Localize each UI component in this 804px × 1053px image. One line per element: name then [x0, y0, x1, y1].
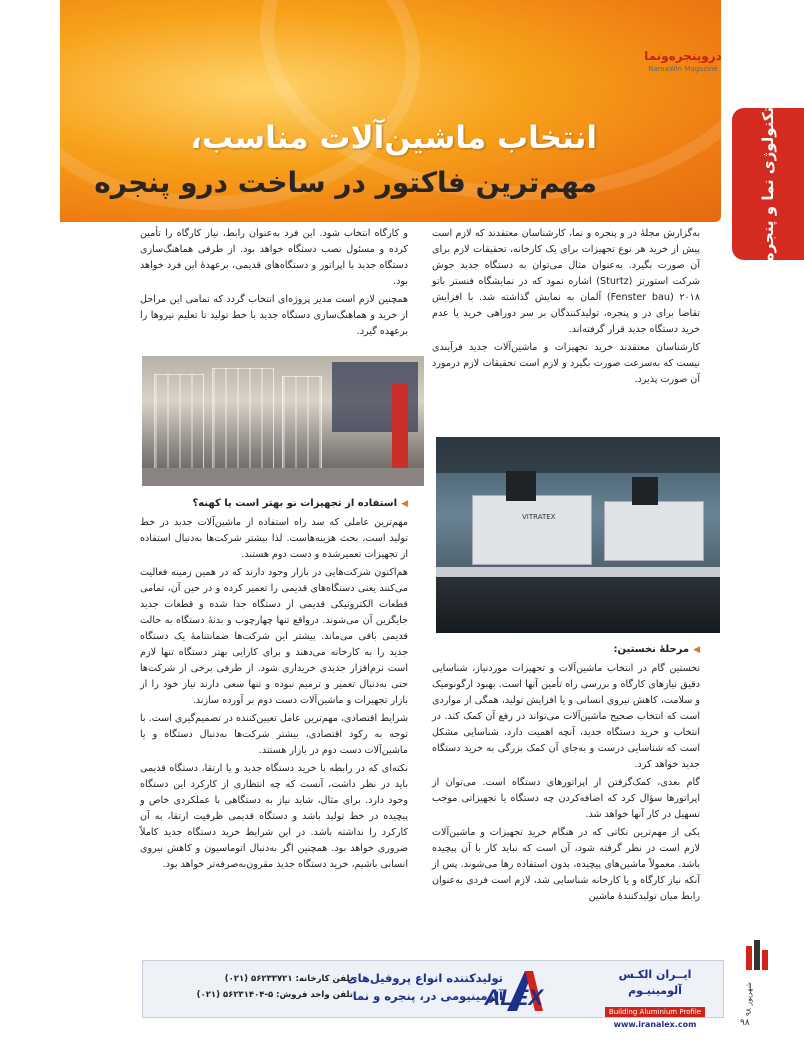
- machine-unit: [472, 495, 592, 565]
- alex-logo-text: ALEX: [484, 985, 543, 1010]
- machine-head: [506, 471, 536, 501]
- section-heading: [140, 496, 408, 512]
- brand-english: Building Aluminium Profile: [605, 1007, 705, 1017]
- brand-url: www.iranalex.com: [613, 1020, 697, 1029]
- glass-rack: [212, 368, 274, 478]
- article-paragraph: به‌گزارش مجلهٔ در و پنجره و نما، کارشناسان معتقدند که لازم است پیش از خرید هر نوع تجهیزات برای یک کارخانه، تحقیقات لازم برای آن صورت بگیرد. به‌عنوان مثال می‌توان به دستگاه جدید جوش شرکت استورتز (Sturtz) اشاره نمود که در نمایشگاه فنستر باتو ۲۰۱۸ (Fenster bau) آلمان به نمایش گذاشته شد. با افزایش تقاضا برای در و پنجره، تولیدکنندگان بر سر دوراهی خرید یا عدم خرید دستگاه جدید قرار گرفته‌اند.: [432, 228, 700, 335]
- side-tab-label: تکنولوژی نما و پنجره: [759, 106, 777, 262]
- logo-subtitle: NamaWin Magazine: [648, 65, 718, 73]
- article-paragraph: کارشناسان معتقدند خرید تجهیزات و ماشین‌آلات جدید فرآیندی نیست که به‌سرعت صورت بگیرد و لازم است تحقیقات لازم درمورد آن صورت پذیرد.: [432, 342, 700, 385]
- ad-tagline: تولیدکننده انواع پروفیل‌های آلومینیومی در، پنجره و نما: [347, 971, 503, 1003]
- phone-factory: تلفن کارخانه: ۵۶۲۳۳۷۲۱ (۰۲۱): [224, 974, 353, 984]
- article-paragraph: همچنین لازم است مدیر پروژه‌ای انتخاب گردد که تمامی این مراحل از خرید و هماهنگ‌سازی دستگاه جدید با خط تولید تا تعلیم نیروها را برعهده گیرد.: [140, 294, 408, 337]
- article-paragraph: نکته‌ای که در رابطه با خرید دستگاه جدید و یا ارتقا، دستگاه قدیمی باید در نظر داشت، آنست که چه انتظاری از کارکرد این دستگاه وجود دارد. برای مثال، شاید نیاز به دستگاهی با عملکردی خاص و پیچیده در خط تولید باشد و دستگاه قدیمی ظرفیت ارتقا، به آن کارکرد را نداشته باشد. در این شرایط خرید دستگاه جدید کاملاً ضروری خواهد بود. همچنین اگر به‌دنبال اتوماسیون و کاهش نیروی انسانی باشیم، خرید دستگاه جدید مقرون‌به‌صرفه‌تر خواهد بود.: [140, 763, 408, 870]
- magazine-mark-icon: [746, 940, 768, 970]
- brand-persian: ایــران الکـس آلومینیـوم: [618, 968, 692, 997]
- page-marker: [736, 940, 776, 1030]
- article-paragraph: شرایط اقتصادی، مهم‌ترین عامل تعیین‌کننده در تصمیم‌گیری است. با توجه به رکود اقتصادی، بیشتر شرکت‌ها به‌دنبال دستگاه و یا ماشین‌آلات دست دوم در بازار هستند.: [140, 713, 408, 756]
- phone-sales: تلفن واحد فروش: ۵-۵۶۲۳۱۴۰۴ (۰۲۱): [196, 990, 353, 1000]
- article-paragraph: نخستین گام در انتخاب ماشین‌آلات و تجهیزات موردنیاز، شناسایی دقیق نیازهای کارگاه و بررسی راه تأمین آنها است. بهبود ارگونومیک و سلامت، کاهش نیروی انسانی و یا افزایش تولید، همگی از مواردی است که انتخاب صحیح ماشین‌آلات می‌تواند در رفع آن کمک کند. در انتخاب و خرید دستگاه جدید، آنچه اهمیت دارد، شناسایی مشکل است که شناسایی درست و به‌جای آن کمک بزرگی به خرید دستگاه جدید خواهد کرد.: [432, 663, 700, 770]
- glass-rack: [282, 376, 322, 474]
- section-heading-text: استفاده از تجهیزات نو بهتر است یا کهنه؟: [192, 498, 398, 509]
- headline-line2: مهم‌ترین فاکتور در ساخت درو پنجره: [94, 166, 597, 199]
- machine-label: VITRATEX: [522, 513, 556, 521]
- conveyor-rail: [436, 567, 720, 577]
- page-number: ۹۸: [740, 1018, 750, 1028]
- machinery-photo: [436, 437, 720, 633]
- article-paragraph: گام بعدی، کمک‌گرفتن از اپراتورهای دستگاه است. می‌توان از اپراتورها سؤال کرد که اضافه‌کردن چه دستگاه یا تجهیزاتی موجب تسهیل در کار آنها خواهد شد.: [432, 777, 700, 820]
- right-column-bottom: [432, 638, 700, 907]
- left-column-bottom: [140, 492, 408, 875]
- machine-head: [632, 477, 658, 505]
- issue-date: شهریور ۹۸: [744, 982, 753, 1016]
- glass-rack: [154, 374, 204, 474]
- left-column-top: [140, 226, 408, 342]
- alex-logo-icon: [484, 967, 589, 1013]
- red-column: [392, 384, 408, 478]
- article-paragraph: و کارگاه انتخاب شود. این فرد به‌عنوان رابط، نیاز کارگاه را تأمین کرده و مسئول نصب دستگاه خواهد بود. از طرفی هماهنگ‌سازی دستگاه جدید با اپراتور و دستگاه‌های قدیمی، برعهدهٔ این فرد خواهد بود.: [140, 228, 408, 287]
- hall-ceiling: [436, 437, 720, 473]
- article-paragraph: مهم‌ترین عاملی که سد راه استفاده از ماشین‌آلات جدید در خط تولید است، بحث هزینه‌هاست. لذا بیشتر شرکت‌ها به‌دنبال استفاده از تجهیزات تعمیرشده و دست دوم هستند.: [140, 517, 408, 560]
- floor: [142, 468, 424, 486]
- article-paragraph: هم‌اکنون شرکت‌هایی در بازار وجود دارند که در همین زمینه فعالیت می‌کنند یعنی دستگاه‌های قدیمی را تعمیر کرده و در حین آن، تمامی قطعات الکترونیکی قدیمی از دستگاه جدا شده و قطعات جدید جایگزین آن می‌شوند. درواقع تنها چهارچوب و بدنهٔ دستگاه به حالت قدیمی باقی می‌ماند. بیشتر این شرکت‌ها ضمانتنامهٔ یک دستگاه جدید را به کارخانه می‌دهند و برای کارایی بهتر دستگاه تنها لازم است نرم‌افزار جدیدی خریداری شود. از طرفی برخی از شرکت‌ها حتی به‌دنبال تعمیر و ترمیم نبوده و تنها سعی دارند نیاز خود را از بازار تجهیزات و ماشین‌آلات دست دوم بر آورده سازند.: [140, 567, 408, 706]
- right-column-top: [432, 226, 700, 390]
- article-paragraph: یکی از مهم‌ترین نکاتی که در هنگام خرید تجهیزات و ماشین‌آلات لازم است در نظر گرفته شود، آن است که نباید کار با آن پیچیده باشد. معمولاً ماشین‌های پیچیده، بدون استفاده رها می‌شوند. پس از آنکه نیاز کارگاه و یا کارخانه شناسایی شد، لازم است فردی به‌عنوان رابط میان تولیدکنندهٔ ماشین: [432, 827, 700, 902]
- headline-line1: انتخاب ماشین‌آلات مناسب،: [190, 120, 597, 156]
- section-heading-text: مرحلهٔ نخستین:: [613, 644, 690, 655]
- section-side-tab: [732, 108, 804, 260]
- logo-name: دروپنجره‌ونما: [644, 49, 722, 63]
- ad-phones: [153, 971, 353, 1003]
- magazine-logo: [644, 48, 722, 82]
- exhibition-photo: [142, 356, 424, 486]
- machine-unit: [604, 501, 704, 561]
- section-heading: [432, 642, 700, 658]
- triangle-bullet-icon: ◀: [401, 499, 408, 509]
- header-banner: [60, 0, 721, 222]
- triangle-bullet-icon: ◀: [693, 645, 700, 655]
- ad-brand: [591, 967, 719, 1029]
- machine-base: [436, 577, 720, 633]
- footer-advertisement: [142, 960, 724, 1029]
